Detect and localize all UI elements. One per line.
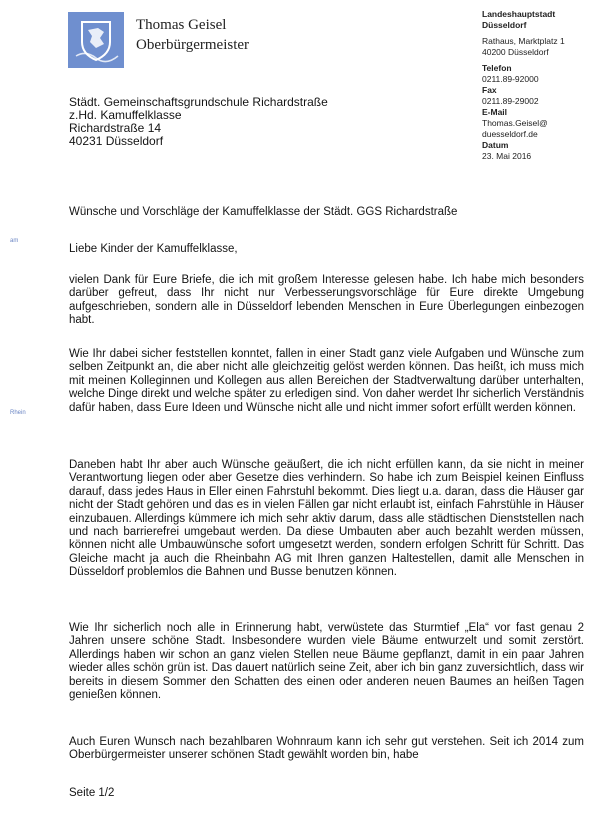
paragraph: Auch Euren Wunsch nach bezahlbaren Wohnraum kann ich sehr gut verstehen. Seit ich 2014 zum Oberbürgermeister unserer schönen Stadt gewählt worden bin, habe <box>69 736 584 762</box>
margin-mark-am: am <box>10 238 19 244</box>
org-name-line2: Düsseldorf <box>482 20 527 30</box>
date-value: 23. Mai 2016 <box>482 151 532 161</box>
recipient-line3: Richardstraße 14 <box>69 121 162 135</box>
margin-mark-rhein: Rhein <box>10 410 26 416</box>
fax-value: 0211.89-29002 <box>482 96 539 106</box>
paragraph: Wie Ihr sicherlich noch alle in Erinnerung habt, verwüstete das Sturmtief „Ela“ vor fast genau 2 Jahren unsere schöne Stadt. Insbesondere wurden viele Bäume entwurzelt und somit zerstört. Allerdings haben wir schon an ganz vielen Stellen neue Bäume gepflanzt, damit in ein paar Jahren wieder alles schön grün ist. Das dauert natürlich seine Zeit, aber ich bin ganz zuversichtlich, dass wir bereits in diesem Sommer den Schatten des einen oder anderen neuen Baumes an heißen Tagen genießen können. <box>69 622 584 702</box>
sender-name: Thomas Geisel <box>136 17 227 33</box>
email-line1: Thomas.Geisel@ <box>482 118 548 128</box>
recipient-address <box>69 96 328 148</box>
recipient-line2: z.Hd. Kamuffelklasse <box>69 108 182 122</box>
organization-block <box>482 9 592 162</box>
org-street: Rathaus, Marktplatz 1 <box>482 36 565 46</box>
paragraph: vielen Dank für Eure Briefe, die ich mit großem Interesse gelesen habe. Ich habe mich besonders darüber gefreut, dass Ihr nicht nur Verbesserungsvorschläge für Eure direkte Umgebung aufgeschrieben, sondern alle in Düsseldorf lebenden Menschen in Eure Überlegungen einbezogen habt. <box>69 274 584 327</box>
email-label: E-Mail <box>482 107 508 117</box>
phone-value: 0211.89-92000 <box>482 74 539 84</box>
sender-role: Oberbürgermeister <box>136 37 250 53</box>
letter-subject: Wünsche und Vorschläge der Kamuffelklasse der Städt. GGS Richardstraße <box>69 206 458 218</box>
fax-label: Fax <box>482 85 497 95</box>
date-label: Datum <box>482 140 509 150</box>
phone-label: Telefon <box>482 63 512 73</box>
org-city: 40200 Düsseldorf <box>482 47 549 57</box>
city-coat-of-arms-icon <box>68 12 124 68</box>
page-number: Seite 1/2 <box>69 787 115 799</box>
recipient-line4: 40231 Düsseldorf <box>69 134 164 148</box>
org-name-line1: Landeshauptstadt <box>482 9 556 19</box>
paragraph: Daneben habt Ihr aber auch Wünsche geäußert, die ich nicht erfüllen kann, da sie nicht in meiner Verantwortung liegen oder aber Gesetze dies verhindern. So habe ich zum Beispiel keinen Einfluss darauf, dass jedes Haus in Eller einen Fahrstuhl bekommt. Dies liegt u.a. daran, dass die Häuser gar nicht der Stadt gehören und das es in vielen Fällen gar nicht erlaubt ist, einfach Fahrstühle in Häuser einzubauen. Allerdings kümmere ich mich sehr aktiv darum, dass alle städtischen Dienststellen nach und nach barrierefrei umgebaut werden. Da diese Umbauten aber auch bezahlt werden müssen, können nicht alle Umbauwünsche sofort umgesetzt werden, sondern erfolgen Schritt für Schritt. Das Gleiche macht ja auch die Rheinbahn AG mit Ihren ganzen Haltestellen, damit alle Menschen in Düsseldorf problemlos die Bahnen und Busse benutzen können. <box>69 459 584 579</box>
paragraph: Wie Ihr dabei sicher feststellen konntet, fallen in einer Stadt ganz viele Aufgaben und Wünsche zum selben Zeitpunkt an, die aber nicht alle gleichzeitig gelöst werden können. Das heißt, ich muss mich mit meinen Kolleginnen und Kollegen aus allen Bereichen der Stadtverwaltung darüber unterhalten, welche Dinge direkt und welche später zu erledigen sind. Von daher werdet Ihr sicherlich Verständnis dafür haben, dass Eure Ideen und Wünsche nicht alle und nicht immer sofort erfüllt werden können. <box>69 348 584 414</box>
letter-greeting: Liebe Kinder der Kamuffelklasse, <box>69 243 238 255</box>
email-line2: duesseldorf.de <box>482 129 538 139</box>
recipient-line1: Städt. Gemeinschaftsgrundschule Richardstraße <box>69 95 328 109</box>
